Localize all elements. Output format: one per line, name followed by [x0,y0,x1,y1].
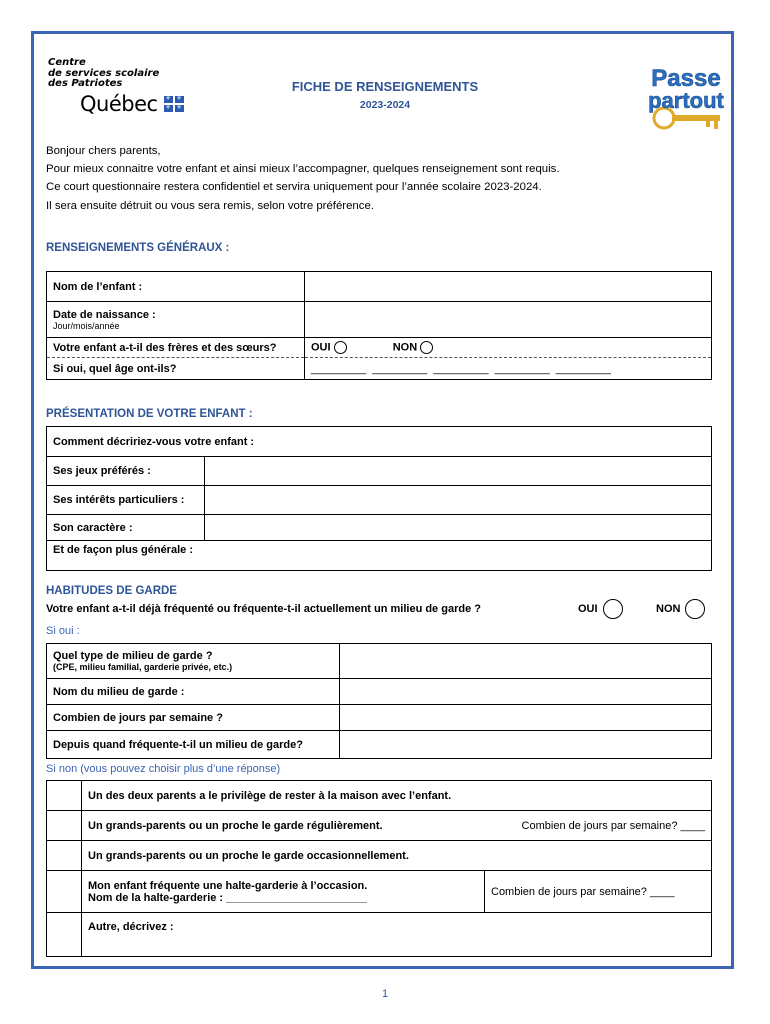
general-label: Et de façon plus générale : [47,541,712,571]
option-checkbox-1[interactable] [47,781,82,811]
section-heading-presentation: PRÉSENTATION DE VOTRE ENFANT : [46,408,253,420]
care-no-option-3: Un grands-parents ou un proche le garde occasionnellement. [82,841,712,871]
care-type-cell [47,644,340,679]
intro-paragraph [46,142,560,215]
care-since-label: Depuis quand fréquente-t-il un milieu de garde? [47,731,340,759]
brand-line: partout [648,88,724,113]
intro-line: Ce court questionnaire restera confidentiel et servira uniquement pour l’année scolaire 2023-2024. [46,181,542,194]
care-since-field[interactable] [340,731,712,759]
character-label: Son caractère : [47,515,205,541]
if-yes-label: Si oui : [46,625,80,637]
care-days-label: Combien de jours par semaine ? [47,705,340,731]
intro-line: Il sera ensuite détruit ou vous sera remis, selon votre préférence. [46,199,374,212]
org-name [48,58,184,90]
care-no-option-4a: Mon enfant fréquente une halte-garderie à l’occasion. [88,879,368,892]
care-oui-radio[interactable] [603,599,623,619]
care-no-option-4-days: Combien de jours par semaine? ____ [485,871,712,913]
general-table [46,271,712,380]
describe-label: Comment décririez-vous votre enfant : [47,427,712,457]
intro-line: Pour mieux connaitre votre enfant et ainsi mieux l’accompagner, quelques renseignement sont requis. [46,163,560,176]
org-line: Centre [48,57,86,68]
intro-line: Bonjour chers parents, [46,145,161,157]
care-oui-option [578,599,623,619]
child-name-label: Nom de l’enfant : [47,272,305,302]
care-no-option-5: Autre, décrivez : [82,913,712,957]
care-non-label: NON [656,603,681,615]
care-days-field[interactable] [340,705,712,731]
care-non-radio[interactable] [685,599,705,619]
brand-line: Passe [651,65,721,92]
quebec-flag-icon: ⚜ ⚜ ⚜ ⚜ [165,95,182,111]
care-no-option-4 [82,871,485,913]
passe-partout-logo [634,60,734,138]
care-type-hint: (CPE, milieu familial, garderie privée, etc.) [53,662,233,672]
page-number: 1 [381,988,389,1000]
ages-fields[interactable] [305,358,712,380]
care-yes-table [46,643,712,759]
care-no-option-1: Un des deux parents a le privilège de rester à la maison avec l’enfant. [82,781,712,811]
section-heading-general: RENSEIGNEMENTS GÉNÉRAUX : [46,242,230,254]
siblings-oui-label: OUI [311,341,331,354]
dob-label: Date de naissance : [53,308,156,321]
age-blank: _________ [555,362,611,375]
care-oui-label: OUI [578,603,598,615]
section-heading-care: HABITUDES DE GARDE [46,585,177,597]
document-title: FICHE DE RENSEIGNEMENTS [291,79,479,94]
org-line: de services scolaire [48,67,160,79]
care-question: Votre enfant a-t-il déjà fréquenté ou fréquente-t-il actuellement un milieu de garde ? [46,603,481,615]
dob-field[interactable] [305,302,712,338]
age-blank: _________ [494,362,550,375]
age-blank: _________ [372,362,428,375]
care-no-table [46,780,712,957]
child-name-field[interactable] [305,272,712,302]
age-blank: _________ [311,362,367,375]
dob-hint: Jour/mois/année [53,320,120,331]
quebec-wordmark: Québec [80,91,158,116]
age-blank: _________ [433,362,489,375]
siblings-oui-radio[interactable] [334,341,347,354]
care-no-option-2: Un grands-parents ou un proche le garde régulièrement. [82,811,485,841]
care-non-option [656,599,705,619]
dob-label-cell [47,302,305,338]
interests-field[interactable] [205,486,712,515]
option-checkbox-5[interactable] [47,913,82,957]
character-field[interactable] [205,515,712,541]
school-year: 2023-2024 [359,99,411,111]
care-type-label: Quel type de milieu de garde ? [53,650,213,662]
siblings-non-radio[interactable] [420,341,433,354]
org-line: des Patriotes [48,78,123,89]
ages-label: Si oui, quel âge ont-ils? [47,358,305,380]
games-field[interactable] [205,457,712,486]
option-checkbox-4[interactable] [47,871,82,913]
if-no-label: Si non (vous pouvez choisir plus d’une réponse) [46,763,281,775]
care-type-field[interactable] [340,644,712,679]
interests-label: Ses intérêts particuliers : [47,486,205,515]
care-name-label: Nom du milieu de garde : [47,679,340,705]
option-checkbox-3[interactable] [47,841,82,871]
siblings-options [305,338,712,358]
care-no-option-4b: Nom de la halte-garderie : _______________________ [88,891,367,904]
care-name-field[interactable] [340,679,712,705]
siblings-non-label: NON [392,341,418,354]
care-no-option-2-days: Combien de jours par semaine? ____ [485,811,712,841]
document-title-block [260,79,510,111]
presentation-table [46,426,712,571]
csp-logo [48,58,184,116]
games-label: Ses jeux préférés : [47,457,205,486]
siblings-label: Votre enfant a-t-il des frères et des sœurs? [47,338,305,358]
option-checkbox-2[interactable] [47,811,82,841]
